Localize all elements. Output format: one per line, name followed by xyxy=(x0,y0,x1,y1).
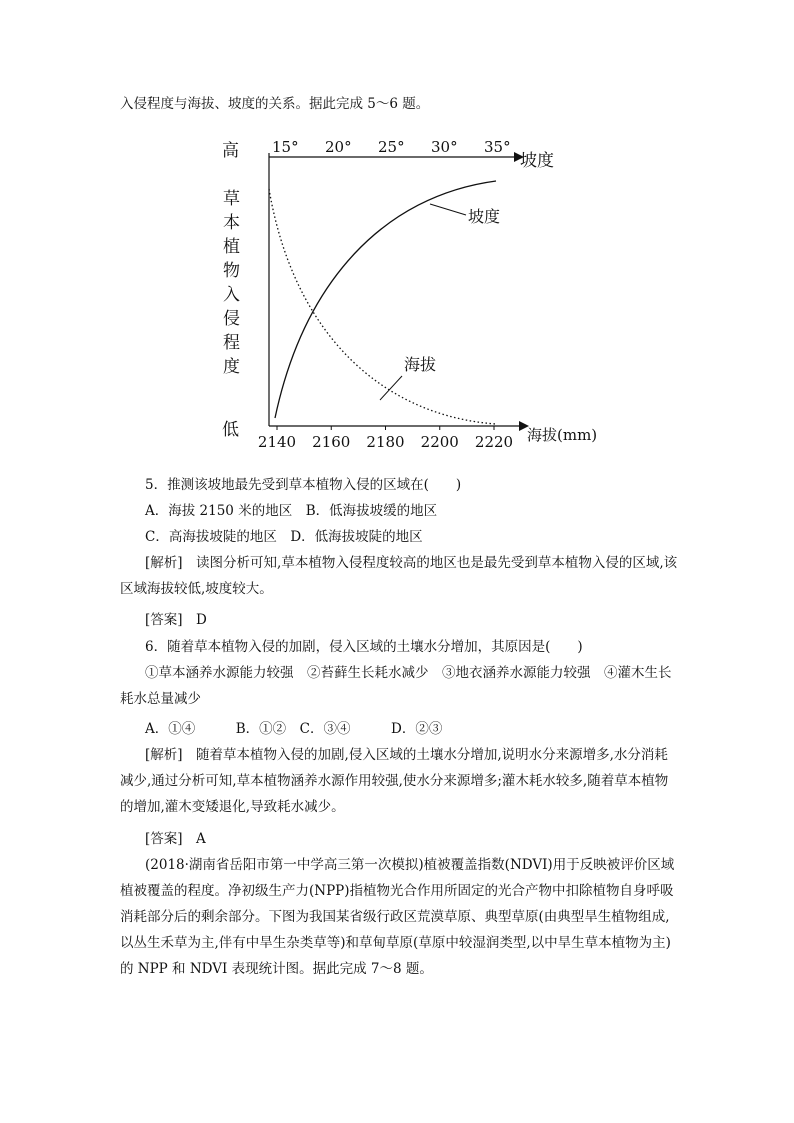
y-axis-label-char: 度 xyxy=(223,357,240,377)
series-slope-line xyxy=(275,181,496,418)
bottom-tick-label: 2140 xyxy=(257,433,297,451)
y-low-label: 低 xyxy=(222,420,239,440)
top-axis-title: 坡度 xyxy=(520,151,554,171)
q5-options-row1: A．海拔 2150 米的地区 B．低海拔坡缓的地区 xyxy=(145,503,438,519)
q6-answer-text: A xyxy=(182,831,206,847)
top-tick-label: 25° xyxy=(378,138,405,156)
q6-choices: ①草本涵养水源能力较强 ②苔藓生长耗水减少 ③地衣涵养水源能力较强 ④灌木生长耗水总量减少 xyxy=(120,665,672,707)
next-intro: (2018·湖南省岳阳市第一中学高三第一次模拟)植被覆盖指数(NDVI)用于反映被评价区域植被覆盖的程度。净初级生产力(NPP)指植物光合作用所固定的光合产物中扣除植物自身呼吸消耗部分后的剩余部分。下图为我国某省级行政区荒漠草原、典型草原(由典型旱生植物组成,以丛生禾草为主,伴有中旱生杂类草等)和草甸草原(草原中较湿润类型,以中旱生草本植物为主)的 NPP 和 NDVI 表现统计图。据此完成 7～8 题。 xyxy=(120,857,675,977)
q6-analysis-text: 随着草本植物入侵的加剧,侵入区域的土壤水分增加,说明水分来源增多,水分消耗减少,通过分析可知,草本植物涵养水源作用较强,使水分来源增多;灌木耗水较多,随着草本植物的增加,灌木变矮退化,导致耗水减少。 xyxy=(120,747,669,815)
q6-stem: 6．随着草本植物入侵的加剧，侵入区域的土壤水分增加，其原因是( ) xyxy=(145,639,583,655)
bottom-tick-label: 2160 xyxy=(312,433,351,451)
bottom-tick-label: 2180 xyxy=(366,433,405,451)
y-high-label: 高 xyxy=(222,141,239,161)
y-axis-label-char: 侵 xyxy=(223,309,240,329)
bottom-axis-ticks xyxy=(258,426,513,451)
top-tick-label: 35° xyxy=(484,138,511,156)
slope-leader-line xyxy=(430,204,466,215)
series-altitude-label: 海拔 xyxy=(404,355,437,374)
q5-options-row2: C．高海拔坡陡的地区 D．低海拔坡陡的地区 xyxy=(145,529,423,545)
y-axis-label-char: 程 xyxy=(223,333,240,353)
bottom-tick-label: 2200 xyxy=(420,433,459,451)
y-axis-label-char: 植 xyxy=(223,237,240,257)
q5-analysis xyxy=(120,550,680,602)
q5-answer xyxy=(120,610,207,630)
q6-analysis-tag: [解析] xyxy=(145,747,183,763)
q6-analysis xyxy=(120,742,680,820)
q5-answer-tag: [答案] xyxy=(145,612,183,628)
top-tick-label: 30° xyxy=(431,138,458,156)
q5-analysis-tag: [解析] xyxy=(145,555,183,571)
series-altitude-line xyxy=(269,189,496,424)
y-axis-label-char: 草 xyxy=(223,189,240,209)
q6-answer-tag: [答案] xyxy=(145,831,183,847)
q5-stem: 5．推测该坡地最先受到草本植物入侵的区域在( ) xyxy=(145,477,462,493)
altitude-leader-line xyxy=(380,376,402,400)
q5-answer-text: D xyxy=(182,612,207,628)
y-axis-label-char: 本 xyxy=(223,213,240,233)
invasion-chart xyxy=(214,126,614,456)
q6-answer xyxy=(120,829,206,849)
y-axis-label xyxy=(223,189,240,377)
q6-options: A．①④ B．①② C．③④ D．②③ xyxy=(145,721,443,737)
y-axis-label-char: 物 xyxy=(223,261,240,281)
top-tick-label: 15° xyxy=(272,138,299,156)
bottom-tick-label: 2220 xyxy=(474,433,514,451)
q5-analysis-text: 读图分析可知,草本植物入侵程度较高的地区也是最先受到草本植物入侵的区域,该区域海拔较低,坡度较大。 xyxy=(120,555,678,597)
bottom-axis-title: 海拔(mm) xyxy=(527,426,598,444)
intro-text: 入侵程度与海拔、坡度的关系。据此完成 5～6 题。 xyxy=(120,96,430,112)
y-axis-label-char: 入 xyxy=(223,285,240,305)
top-axis-ticks xyxy=(272,138,511,156)
top-tick-label: 20° xyxy=(325,138,352,156)
series-slope-label: 坡度 xyxy=(468,207,501,226)
